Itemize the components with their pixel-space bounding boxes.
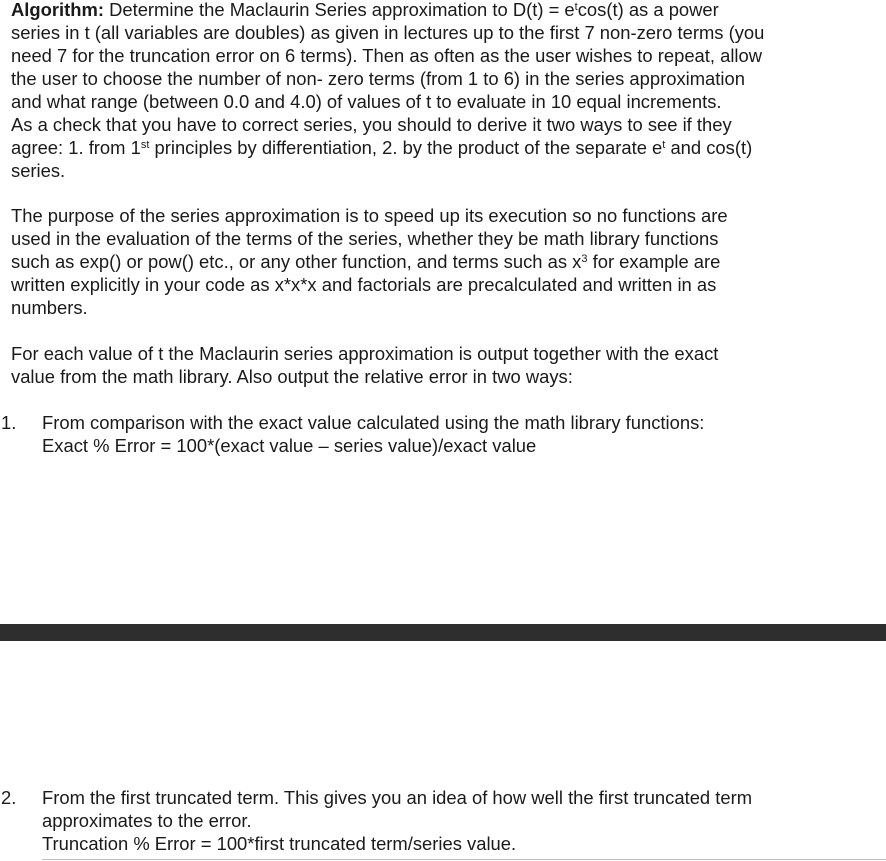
purpose-text: for example are xyxy=(587,251,721,272)
algorithm-line-3: need 7 for the truncation error on 6 terms). Then as often as the user wishes to repeat, allow xyxy=(11,45,763,66)
list-item-1-line-2: Exact % Error = 100*(exact value – series value)/exact value xyxy=(42,435,537,456)
purpose-text: such as exp() or pow() etc., or any other function, and terms such as x xyxy=(11,251,582,272)
page-break xyxy=(0,624,886,641)
algorithm-text: Determine the Maclaurin Series approximation to D(t) = e xyxy=(103,0,575,20)
algorithm-line-1 xyxy=(11,0,841,21)
output-line-2: value from the math library. Also output the relative error in two ways: xyxy=(11,366,573,387)
algorithm-text: principles by differentiation, 2. by the product of the separate e xyxy=(149,137,663,158)
algorithm-line-2: series in t (all variables are doubles) as given in lectures up to the first 7 non-zero terms (you xyxy=(11,22,765,43)
algorithm-line-7 xyxy=(11,136,841,159)
algorithm-paragraph xyxy=(11,0,841,182)
list-item-1-line-1: From comparison with the exact value calculated using the math library functions: xyxy=(42,412,705,433)
superscript-3: 3 xyxy=(581,252,588,265)
document-page-2 xyxy=(0,641,886,861)
output-paragraph xyxy=(11,342,841,388)
divider xyxy=(42,859,886,860)
purpose-line-4: written explicitly in your code as x*x*x and factorials are precalculated and written in as xyxy=(11,274,717,295)
superscript-t: t xyxy=(662,138,666,151)
algorithm-line-6: As a check that you have to correct series, you should to derive it two ways to see if they xyxy=(11,114,732,135)
list-item-2-line-3: Truncation % Error = 100*first truncated term/series value. xyxy=(42,833,517,854)
algorithm-text: agree: 1. from 1 xyxy=(11,137,141,158)
list-number: 1. xyxy=(1,412,17,433)
output-line-1: For each value of t the Maclaurin series approximation is output together with the exact xyxy=(11,343,719,364)
list-item-2-line-2: approximates to the error. xyxy=(42,810,252,831)
list-number: 2. xyxy=(1,787,17,808)
purpose-line-1: The purpose of the series approximation is to speed up its execution so no functions are xyxy=(11,205,728,226)
algorithm-line-5: and what range (between 0.0 and 4.0) of values of t to evaluate in 10 equal increments. xyxy=(11,91,722,112)
list-item-body xyxy=(42,786,752,855)
purpose-paragraph xyxy=(11,204,841,319)
algorithm-line-8: series. xyxy=(11,160,66,181)
algorithm-text: and cos(t) xyxy=(665,137,753,158)
superscript-st: st xyxy=(140,138,150,151)
purpose-line-3 xyxy=(11,250,841,273)
purpose-line-5: numbers. xyxy=(11,297,88,318)
superscript-t: t xyxy=(574,0,578,13)
algorithm-line-4: the user to choose the number of non- zero terms (from 1 to 6) in the series approximation xyxy=(11,68,745,89)
algorithm-text: cos(t) as a power xyxy=(577,0,719,20)
algorithm-label: Algorithm: xyxy=(11,0,104,20)
list-item-body xyxy=(42,411,704,457)
purpose-line-2: used in the evaluation of the terms of the series, whether they be math library functions xyxy=(11,228,719,249)
list-item-2-line-1: From the first truncated term. This gives you an idea of how well the first truncated term xyxy=(42,787,753,808)
